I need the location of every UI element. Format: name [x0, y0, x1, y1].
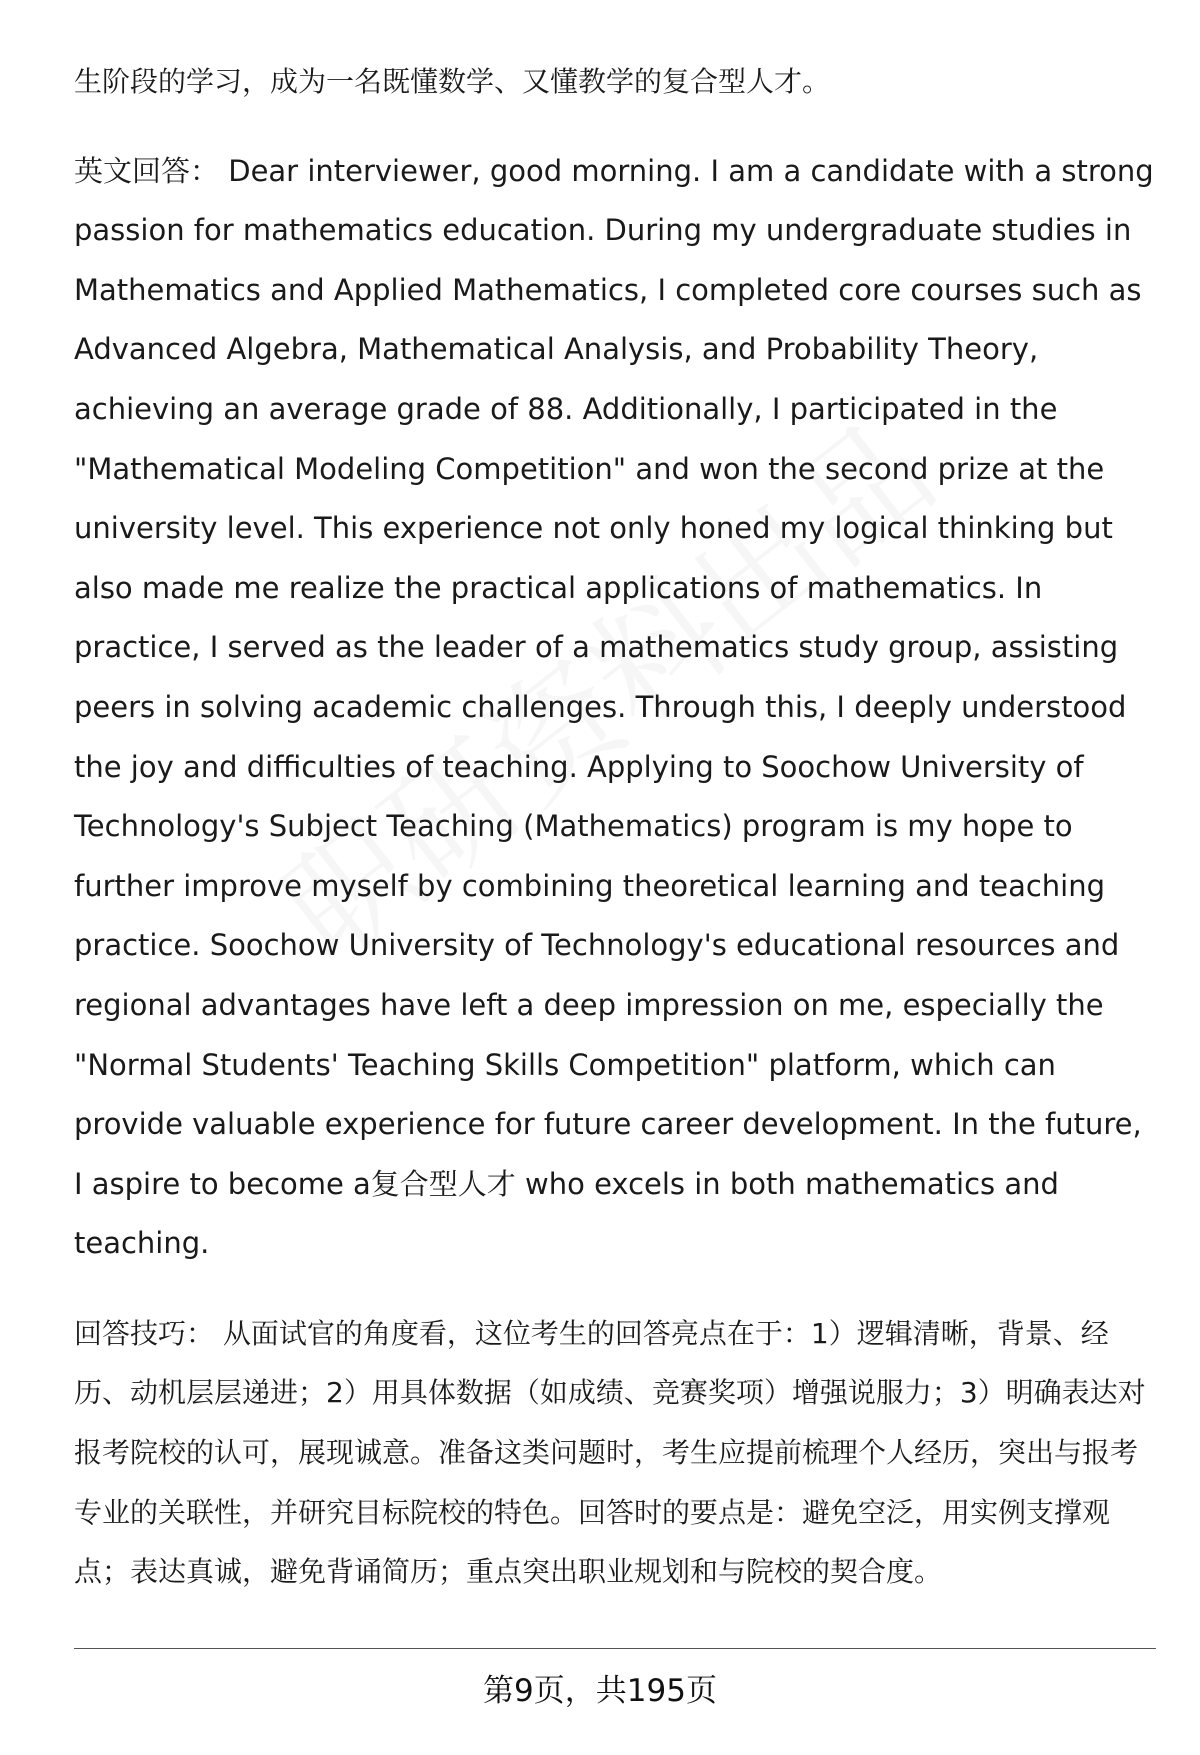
intro-tail-paragraph: 生阶段的学习，成为一名既懂数学、又懂教学的复合型人才。 — [74, 65, 831, 98]
english-answer-text: Dear interviewer, good morning. I am a candidate with a strong passion for mathematics education. During my undergraduate studies in Mathematics and Applied Mathematics, I completed core courses such as Advanced Algebra, Mathematical Analysis, and Probability Theory, achieving an average grade of 88. Additionally, I participated in the "Mathematical Modeling Competition" and won the second prize at the university level. This experience not only honed my logical thinking but also made me realize the practical applications of mathematics. In practice, I served as the leader of a mathematics study group, assisting peers in solving academic challenges. Through this, I deeply understood the joy and difficulties of teaching. Applying to Soochow University of Technology's Subject Teaching (Mathematics) program is my hope to further improve myself by combining theoretical learning and teaching practice. Soochow University of Technology's educational resources and regional advantages have left a deep impression on me, especially the "Normal Students' Teaching Skills Competition" platform, which can provide valuable experience for future career development. In the future, I aspire to become a复合型人才 who excels in both mathematics and teaching. — [74, 153, 1154, 1261]
page-content — [74, 52, 1154, 1602]
answer-tips-paragraph — [74, 1304, 1154, 1602]
answer-tips-text: 从面试官的角度看，这位考生的回答亮点在于：1）逻辑清晰，背景、经历、动机层层递进；2）用具体数据（如成绩、竞赛奖项）增强说服力；3）明确表达对报考院校的认可，展现诚意。准备这类问题时，考生应提前梳理个人经历，突出与报考专业的关联性，并研究目标院校的特色。回答时的要点是：避免空泛，用实例支撑观点；表达真诚，避免背诵简历；重点突出职业规划和与院校的契合度。 — [74, 1316, 1146, 1589]
footer-divider — [74, 1648, 1156, 1649]
english-answer-paragraph — [74, 142, 1154, 1274]
answer-tips-label: 回答技巧： — [74, 1316, 215, 1350]
page-number: 第9页，共195页 — [483, 1673, 717, 1709]
english-answer-label: 英文回答： — [74, 153, 220, 188]
